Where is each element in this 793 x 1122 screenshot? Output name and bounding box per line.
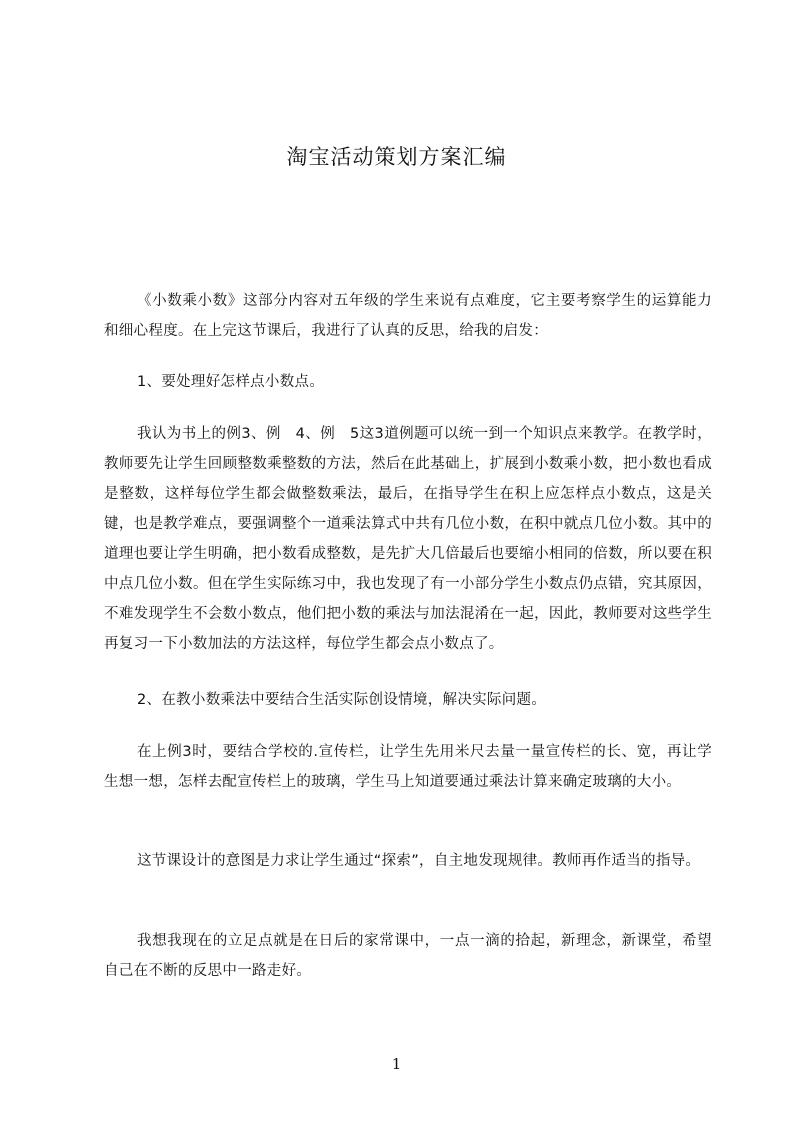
paragraph-conclusion: 我想我现在的立足点就是在日后的家常课中，一点一滴的拾起，新理念，新课堂，希望自己在不断的反思中一路走好。: [104, 933, 712, 979]
paragraph-design-intent: 这节课设计的意图是力求让学生通过“探索”，自主地发现规律。教师再作适当的指导。: [137, 853, 701, 869]
section-heading-2: 2、在教小数乘法中要结合生活实际创设情境，解决实际问题。: [137, 692, 547, 708]
document-title: 淘宝活动策划方案汇编: [286, 145, 507, 169]
page-number: 1: [391, 1055, 402, 1073]
paragraph-decimal-point: 我认为书上的例3、例 4、例 5这3道例题可以统一到一个知识点来教学。在教学时，教师要先让学生回顾整数乘整数的方法，然后在此基础上，扩展到小数乘小数，把小数也看成是整数，这样每位学生都会做整数乘法，最后，在指导学生在积上应怎样点小数点，这是关键，也是教学难点，要强调整个一道乘法算式中共有几位小数，在积中就点几位小数。其中的道理也要让学生明确，把小数看成整数，是先扩大几倍最后也要缩小相同的倍数，所以要在积中点几位小数。但在学生实际练习中，我也发现了有一小部分学生小数点仍点错，究其原因，不难发现学生不会数小数点，他们把小数的乘法与加法混淆在一起，因此，教师要对这些学生再复习一下小数加法的方法这样，每位学生都会点小数点了。: [104, 426, 712, 652]
section-heading-1: 1、要处理好怎样点小数点。: [137, 374, 325, 390]
paragraph-example: 在上例3时，要结合学校的.宣传栏，让学生先用米尺去量一量宣传栏的长、宽，再让学生想一想，怎样去配宣传栏上的玻璃，学生马上知道要通过乘法计算来确定玻璃的大小。: [104, 744, 712, 790]
paragraph-intro: 《小数乘小数》这部分内容对五年级的学生来说有点难度，它主要考察学生的运算能力和细心程度。在上完这节课后，我进行了认真的反思，给我的启发：: [104, 293, 712, 339]
